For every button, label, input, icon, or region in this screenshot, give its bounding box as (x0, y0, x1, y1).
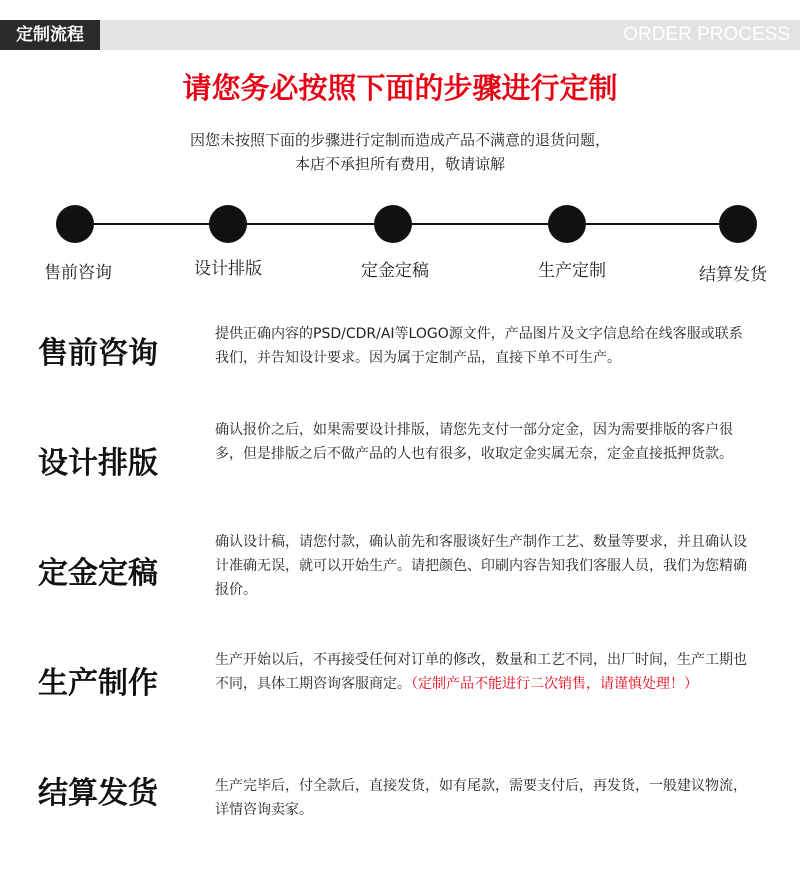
section-desc: 确认报价之后，如果需要设计排版，请您先支付一部分定金，因为需要排版的客户很多，但是排版之后不做产品的人也有很多，收取定金实属无奈，定金直接抵押货款。 (215, 422, 733, 462)
section-title: 结算发货 (38, 776, 158, 811)
header-bar (0, 20, 800, 50)
header-tag: 定制流程 (0, 20, 100, 50)
section-title: 生产制作 (38, 666, 158, 701)
section-desc: 确认设计稿，请您付款，确认前先和客服谈好生产制作工艺、数量等要求，并且确认设计准确无误，就可以开始生产。请把颜色、印刷内容告知我们客服人员，我们为您精确报价。 (215, 534, 747, 598)
notice (0, 128, 800, 176)
section-title: 设计排版 (38, 446, 158, 481)
warning-text: （定制产品不能进行二次销售，请谨慎处理！） (411, 676, 698, 692)
step-label: 生产定制 (538, 261, 606, 281)
step-dot-icon (374, 205, 412, 243)
step-dot-icon (209, 205, 247, 243)
step-label: 设计排版 (194, 259, 262, 279)
step-dot-icon (719, 205, 757, 243)
section-desc-text: 生产开始以后，不再接受任何对订单的修改，数量和工艺不同，出厂时间，生产工期也不同，具体工期咨询客服商定。 (215, 652, 747, 692)
step-label: 售前咨询 (44, 263, 112, 283)
notice-line: 本店不承担所有费用，敬请谅解 (294, 155, 505, 173)
page-title: 请您务必按照下面的步骤进行定制 (182, 71, 618, 105)
step-dot-icon (56, 205, 94, 243)
section-desc: 提供正确内容的PSD/CDR/AI等LOGO源文件，产品图片及文字信息给在线客服或联系我们，并告知设计要求。因为属于定制产品，直接下单不可生产。 (215, 326, 743, 366)
section-title: 定金定稿 (38, 556, 158, 591)
section-title: 售前咨询 (38, 336, 158, 371)
notice-line: 因您未按照下面的步骤进行定制而造成产品不满意的退货问题， (189, 131, 610, 149)
section-desc: 生产完毕后，付全款后，直接发货，如有尾款，需要支付后，再发货，一般建议物流，详情咨询卖家。 (215, 778, 747, 818)
step-label: 结算发货 (699, 265, 767, 285)
step-dot-icon (548, 205, 586, 243)
section-desc (215, 648, 755, 696)
step-label: 定金定稿 (361, 261, 429, 281)
header-english: ORDER PROCESS (623, 24, 790, 45)
